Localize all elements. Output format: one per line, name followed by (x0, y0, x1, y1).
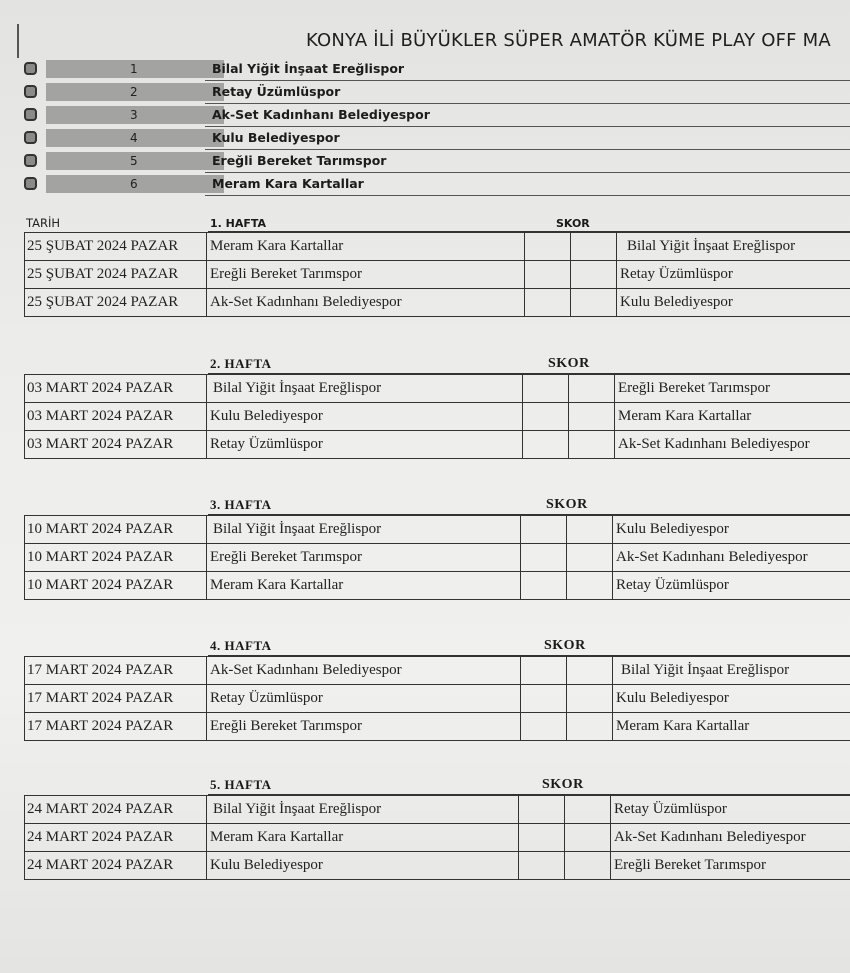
header-underline (208, 231, 850, 232)
home-score-cell[interactable] (525, 289, 571, 317)
match-date: 17 MART 2024 PAZAR (25, 657, 207, 685)
score-label: SKOR (548, 356, 590, 371)
underline (205, 195, 850, 196)
team-name: Retay Üzümlüspor (212, 84, 341, 99)
away-team: Ak-Set Kadınhanı Belediyespor (613, 544, 850, 572)
home-team: Bilal Yiğit İnşaat Ereğlispor (207, 375, 523, 403)
team-name: Ak-Set Kadınhanı Belediyespor (212, 107, 430, 122)
home-score-cell[interactable] (519, 796, 565, 824)
week-header (24, 497, 850, 515)
table-row (25, 824, 850, 852)
score-label: SKOR (544, 638, 586, 653)
team-list (20, 58, 850, 196)
team-name: Bilal Yiğit İnşaat Ereğlispor (212, 61, 405, 76)
bullet-icon (24, 131, 37, 144)
away-score-cell[interactable] (569, 431, 615, 459)
away-score-cell[interactable] (565, 852, 611, 880)
away-team: Kulu Belediyespor (617, 289, 850, 317)
bullet-icon (24, 62, 37, 75)
team-row (20, 58, 850, 81)
home-team: Ereğli Bereket Tarımspor (207, 713, 521, 741)
score-label: SKOR (556, 217, 590, 230)
team-row (20, 104, 850, 127)
team-name: Meram Kara Kartallar (212, 176, 364, 191)
home-team: Retay Üzümlüspor (207, 431, 523, 459)
table-row (25, 852, 850, 880)
home-score-cell[interactable] (521, 713, 567, 741)
away-team: Retay Üzümlüspor (613, 572, 850, 600)
team-row (20, 81, 850, 104)
home-score-cell[interactable] (521, 516, 567, 544)
away-team: Kulu Belediyespor (613, 516, 850, 544)
week-label: 1. HAFTA (210, 217, 267, 230)
away-score-cell[interactable] (569, 375, 615, 403)
table-row (25, 657, 850, 685)
match-date: 24 MART 2024 PAZAR (25, 824, 207, 852)
match-table (24, 795, 850, 880)
table-row (25, 289, 850, 317)
home-team: Ereğli Bereket Tarımspor (207, 261, 525, 289)
team-row (20, 150, 850, 173)
away-score-cell[interactable] (569, 403, 615, 431)
home-team: Meram Kara Kartallar (207, 824, 519, 852)
header-underline (208, 794, 850, 795)
week-4-section (24, 638, 850, 741)
match-date: 25 ŞUBAT 2024 PAZAR (25, 289, 207, 317)
match-table (24, 374, 850, 459)
home-score-cell[interactable] (521, 572, 567, 600)
away-score-cell[interactable] (565, 824, 611, 852)
team-number: 2 (46, 83, 224, 101)
home-team: Ereğli Bereket Tarımspor (207, 544, 521, 572)
bullet-icon (24, 177, 37, 190)
away-team: Ereğli Bereket Tarımspor (615, 375, 850, 403)
week-label: 3. HAFTA (210, 497, 272, 512)
team-name: Ereğli Bereket Tarımspor (212, 153, 387, 168)
week-header (24, 777, 850, 795)
team-number: 4 (46, 129, 224, 147)
team-number: 6 (46, 175, 224, 193)
match-date: 03 MART 2024 PAZAR (25, 403, 207, 431)
table-row (25, 516, 850, 544)
week-header (24, 214, 850, 232)
week-label: 2. HAFTA (210, 356, 272, 371)
match-date: 10 MART 2024 PAZAR (25, 572, 207, 600)
week-header (24, 356, 850, 374)
match-table (24, 232, 850, 317)
home-team: Meram Kara Kartallar (207, 233, 525, 261)
away-team: Ak-Set Kadınhanı Belediyespor (611, 824, 850, 852)
week-header (24, 638, 850, 656)
away-team: Ereğli Bereket Tarımspor (611, 852, 850, 880)
home-score-cell[interactable] (523, 375, 569, 403)
bullet-icon (24, 108, 37, 121)
match-date: 24 MART 2024 PAZAR (25, 852, 207, 880)
team-name: Kulu Belediyespor (212, 130, 340, 145)
away-team: Bilal Yiğit İnşaat Ereğlispor (617, 233, 850, 261)
away-score-cell[interactable] (571, 233, 617, 261)
match-table (24, 515, 850, 600)
away-team: Meram Kara Kartallar (615, 403, 850, 431)
week-2-section (24, 356, 850, 459)
week-1-section (24, 214, 850, 317)
away-score-cell[interactable] (571, 261, 617, 289)
home-team: Kulu Belediyespor (207, 852, 519, 880)
table-row (25, 403, 850, 431)
match-date: 25 ŞUBAT 2024 PAZAR (25, 261, 207, 289)
home-score-cell[interactable] (521, 544, 567, 572)
away-score-cell[interactable] (571, 289, 617, 317)
header-underline (208, 373, 850, 374)
away-score-cell[interactable] (567, 713, 613, 741)
match-date: 03 MART 2024 PAZAR (25, 375, 207, 403)
team-row (20, 127, 850, 150)
match-date: 24 MART 2024 PAZAR (25, 796, 207, 824)
score-label: SKOR (546, 497, 588, 512)
match-date: 17 MART 2024 PAZAR (25, 685, 207, 713)
header-underline (208, 655, 850, 656)
table-row (25, 375, 850, 403)
match-date: 03 MART 2024 PAZAR (25, 431, 207, 459)
date-column-label: TARİH (26, 216, 61, 230)
away-score-cell[interactable] (565, 796, 611, 824)
team-number: 5 (46, 152, 224, 170)
table-row (25, 544, 850, 572)
away-score-cell[interactable] (567, 657, 613, 685)
table-row (25, 572, 850, 600)
match-date: 25 ŞUBAT 2024 PAZAR (25, 233, 207, 261)
table-row (25, 713, 850, 741)
score-label: SKOR (542, 777, 584, 792)
week-label: 5. HAFTA (210, 777, 272, 792)
home-score-cell[interactable] (525, 261, 571, 289)
home-team: Kulu Belediyespor (207, 403, 523, 431)
week-label: 4. HAFTA (210, 638, 272, 653)
bullet-icon (24, 154, 37, 167)
away-team: Bilal Yiğit İnşaat Ereğlispor (613, 657, 850, 685)
left-margin-mark (17, 24, 19, 58)
match-date: 10 MART 2024 PAZAR (25, 544, 207, 572)
away-score-cell[interactable] (567, 572, 613, 600)
home-score-cell[interactable] (521, 657, 567, 685)
away-team: Retay Üzümlüspor (611, 796, 850, 824)
home-score-cell[interactable] (525, 233, 571, 261)
team-row (20, 173, 850, 196)
team-number: 3 (46, 106, 224, 124)
home-team: Bilal Yiğit İnşaat Ereğlispor (207, 796, 519, 824)
home-team: Retay Üzümlüspor (207, 685, 521, 713)
home-team: Ak-Set Kadınhanı Belediyespor (207, 289, 525, 317)
bullet-icon (24, 85, 37, 98)
away-team: Meram Kara Kartallar (613, 713, 850, 741)
team-number: 1 (46, 60, 224, 78)
week-3-section (24, 497, 850, 600)
match-date: 17 MART 2024 PAZAR (25, 713, 207, 741)
home-team: Bilal Yiğit İnşaat Ereğlispor (207, 516, 521, 544)
page-title: KONYA İLİ BÜYÜKLER SÜPER AMATÖR KÜME PLAY OFF MA (306, 30, 831, 51)
home-score-cell[interactable] (519, 824, 565, 852)
away-team: Retay Üzümlüspor (617, 261, 850, 289)
away-score-cell[interactable] (567, 544, 613, 572)
header-underline (208, 514, 850, 515)
match-table (24, 656, 850, 741)
home-score-cell[interactable] (523, 403, 569, 431)
match-date: 10 MART 2024 PAZAR (25, 516, 207, 544)
home-score-cell[interactable] (519, 852, 565, 880)
week-5-section (24, 777, 850, 880)
table-row (25, 431, 850, 459)
table-row (25, 233, 850, 261)
table-row (25, 796, 850, 824)
away-team: Kulu Belediyespor (613, 685, 850, 713)
home-team: Ak-Set Kadınhanı Belediyespor (207, 657, 521, 685)
home-score-cell[interactable] (523, 431, 569, 459)
table-row (25, 685, 850, 713)
table-row (25, 261, 850, 289)
away-score-cell[interactable] (567, 516, 613, 544)
away-team: Ak-Set Kadınhanı Belediyespor (615, 431, 850, 459)
away-score-cell[interactable] (567, 685, 613, 713)
home-score-cell[interactable] (521, 685, 567, 713)
home-team: Meram Kara Kartallar (207, 572, 521, 600)
